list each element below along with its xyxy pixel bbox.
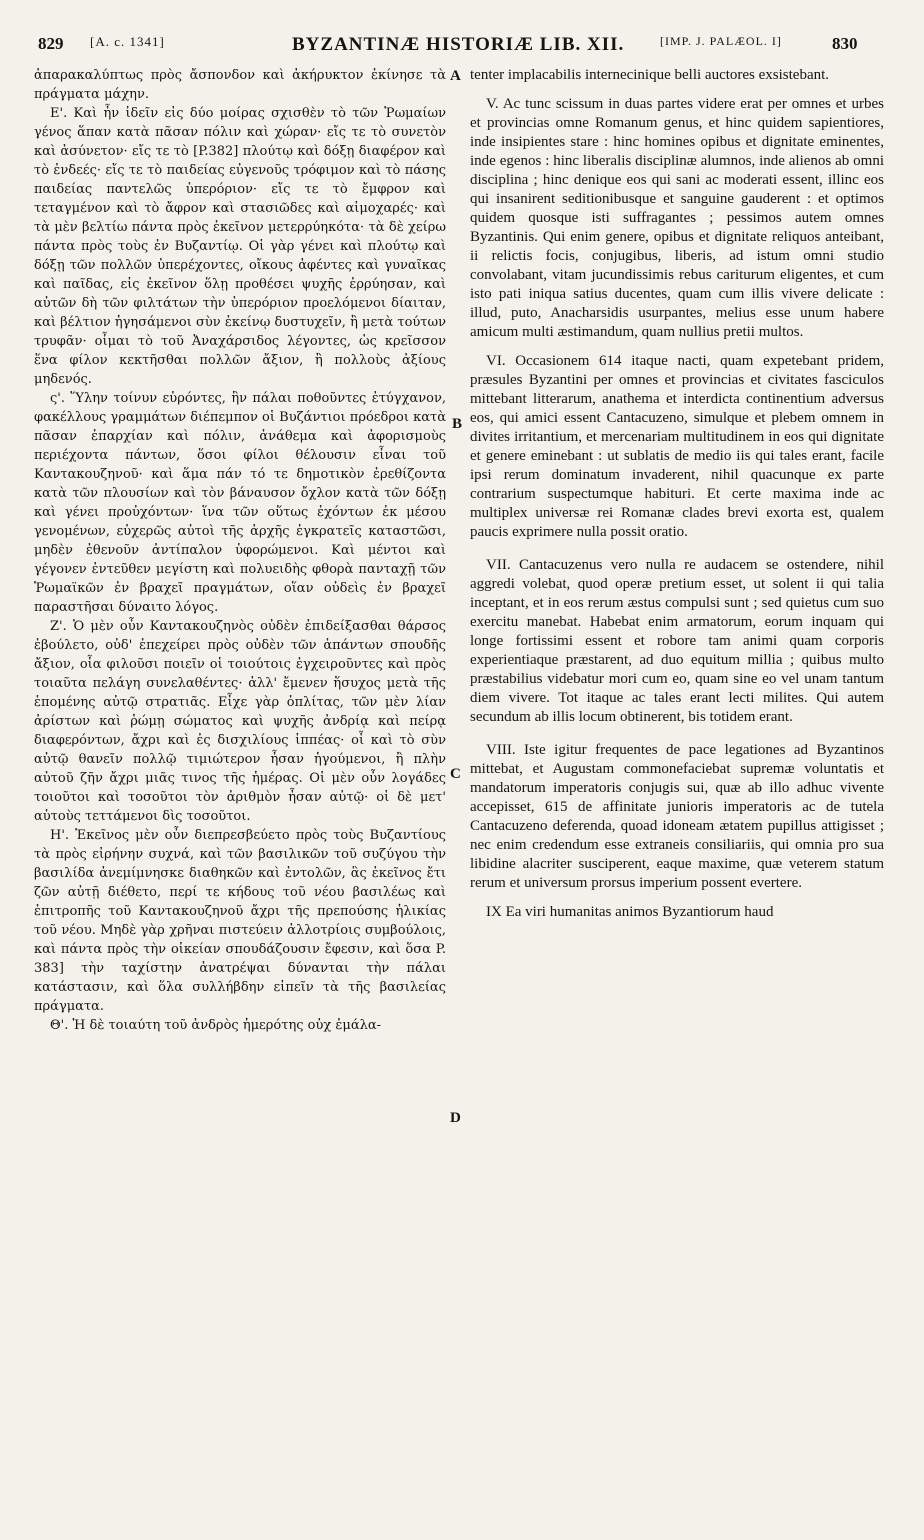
margin-marker-c: C <box>450 766 461 782</box>
latin-paragraph: VIII. Iste igitur frequentes de pace legationes ad Byzantinos mittebat, et Augustam commonefaciebat supremæ voluntatis et mandatorum imperatoris conjugis sui, quæ ab illo adhuc vivente accepisset, 615 de affinitate junioris imperatoris ac de tutela Cantacuzeno deferenda, quoad idoneam ætatem pupillus attigisset ; nec enim credendum esse extraneis consiliariis, qui omnia pro sua libidine alacriter susciperent, eaque maxime, quæ veterem statum rerum et universum prorsus imperium possent evertere. <box>470 742 884 891</box>
emperor-tag: [IMP. J. PALÆOL. I] <box>660 34 782 48</box>
latin-paragraph: VI. Occasionem 614 itaque nacti, quam expetebant pridem, præsules Byzantini per omnes et provincias et civitates fasciculos mittebant litterarum, anathema et interdicta continentium adversus eos, qui amici essent Cantacuzeno, simulque et plebem omnem in divites irritantium, et mercenariam multitudinem in eos qui dignitate et genere eminebant : ut sublatis de medio iis qui tales erant, facile ipsi rerum dominatum invaderent, nihil quacunque ex parte contrarium suspectumque habituri. Et certe maxima inde ac multiplex universæ rei Romanæ clades brevi exorta est, qualem paucis exprimere nulla possit oratio. <box>470 353 884 540</box>
margin-marker-a: A <box>450 68 461 84</box>
latin-paragraph: IX Ea viri humanitas animos Byzantiorum haud <box>486 904 774 920</box>
running-title: BYZANTINÆ HISTORIÆ LIB. XII. <box>292 34 625 55</box>
margin-marker-d: D <box>450 1110 461 1126</box>
latin-paragraph: VII. Cantacuzenus vero nulla re audacem se ostendere, nihil aggredi volebat, quod operæ pretium esset, ut solent ii qui talia inceptant, et in eos rerum æstus compulsi sunt ; sed quietus cum suo exercitu manebat. Habebat enim armatorum, eorum inquam qui longe fortissimi essent et robore tam animi quam corporis experientiaque præstarent, ad duo equitum millia ; quibus multo præstabilius videbatur mori cum eo, quam sine eo vel unam tantum diem vivere. Tot itaque ac tales erant lecti milites. Qui autem secundum ab illis locum obtinerent, bis totidem erant. <box>470 557 884 725</box>
page-number-left: 829 <box>38 34 64 53</box>
margin-marker-b: B <box>452 416 463 432</box>
greek-column <box>34 66 446 1540</box>
date-tag: [A. c. 1341] <box>90 34 165 49</box>
greek-paragraph: Θ'. Ἡ δὲ τοιαύτη τοῦ ἀνδρὸς ἡμερότης οὐχ ἐμάλα- <box>50 1018 382 1033</box>
greek-paragraph: Ζ'. Ὁ μὲν οὖν Καντακουζηνὸς οὐδὲν ἐπιδείξασθαι θάρσος ἐβούλετο, οὐδ' ἐπεχείρει πρὸς οὐδὲν τῶν ἁπάντων σπουδῆς ἄξιον, οἷα φιλοῦσι ποιεῖν οἱ τοιούτοις ἐγχειροῦντες καὶ πρὸς τοιαῦτα πελάγη συνελαθέντες· ἀλλ' ἔμενεν ἥσυχος μετὰ τῆς ἑπομένης αὐτῷ στρατιᾶς. Εἶχε γὰρ ὁπλίτας, τῶν μὲν λίαν ἀρίστων καὶ ῥώμῃ σώματος καὶ ψυχῆς ἀνδρίᾳ καὶ πείρᾳ διαφερόντων, ἄχρι καὶ ἐς δισχιλίους ἱππέας· οἷ καὶ τὸ σὺν αὐτῷ θανεῖν πολλῷ τιμιώτερον ἦσαν ἡγούμενοι, ἢ πλὴν αὐτοῦ ζῆν ἄχρι μιᾶς τινος τῆς ἡμέρας. Οἱ μὲν οὖν λογάδες τοιοῦτοι καὶ τοσοῦτοι τὸν ἀριθμὸν ἦσαν αὐτῷ· οἱ δὲ μετ' αὐτοὺς τεττάμενοι δὶς τοσοῦτοι. <box>34 619 446 824</box>
greek-paragraph: Ε'. Καὶ ἦν ἰδεῖν εἰς δύο μοίρας σχισθὲν τὸ τῶν Ῥωμαίων γένος ἅπαν κατὰ πᾶσαν πόλιν καὶ χώραν· εἴς τε τὸ συνετὸν καὶ ἀσύνετον· εἴς τε τὸ [P.382] πλούτῳ καὶ δόξῃ διαφέρον καὶ τὸ ἐνδεές· εἴς τε τὸ παιδείας εὐγενοῦς τρόφιμον καὶ τὸ πάσης παιδείας παντελῶς ὑπερόριον· εἴς τε τὸ ἔμφρον καὶ τεταγμένον καὶ τὸ ἄφρον καὶ στασιῶδες καὶ αἱμοχαρές· καὶ τὰ μὲν βελτίω πάντα πρὸς ἐκεῖνον μετερρύηκότα· τὰ δὲ χείρω πάντα πρὸς τοὺς ἐν Βυζαντίῳ. Οἱ γὰρ γένει καὶ πλούτῳ καὶ δόξῃ τῶν πολλῶν ὑπερέχοντες, οἴκους ἀφέντες καὶ γυναῖκας καὶ παῖδας, εἰς ἐκεῖνον ὅλῃ προθέσει ψυχῆς ἐρρύησαν, καὶ αὐτῶν δὴ τῶν φιλτάτων τὴν ὑπερόριον προελόμενοι δίαιταν, καὶ βέλτιον ἡγησάμενοι σὺν ἐκείνῳ δυστυχεῖν, ἢ μετὰ τούτων τρυφᾶν· οἶμαι τὸ τοῦ Ἀναχάρσιδος λέγοντες, ὡς κρεῖσσον ἕνα φίλον κεκτῆσθαι πολλῶν ἄξιον, ἢ πολλοὺς ἀξίους μηδενός. <box>34 106 446 387</box>
latin-paragraph: V. Ac tunc scissum in duas partes videre erat per omnes et urbes et provincias omne Romanum genus, et hinc quidem sapientiores, inde insipientes stare : hinc homines opibus et dignitate eminentes, inde egenos : hinc liberalis disciplinæ alumnos, inde alienos ab omni disciplina ; hinc denique eos qui sani ac moderati essent, illinc eos qui insanirent seditionibusque et sanguine gauderent : et optimos quidem quosque isti suffragantes ; pessimos autem omnes Byzantinis. Qui enim genere, opibus et dignitate reliquos anteibant, ii relictis focis, conjugibus, liberis, ad istum omni studio convolabant, vitam jucundissimis rebus cariturum eligentes, et cum isto pati iniqua satius ducentes, quam cum illis vivere delicate : illud, puto, Anacharsidis usurpantes, melius esse unum habere amicum multi æstimandum, quam nullius pretii multos. <box>470 96 884 340</box>
running-header <box>0 26 924 60</box>
greek-paragraph: ἀπαρακαλύπτως πρὸς ἄσπονδον καὶ ἀκήρυκτον ἐκίνησε τὰ πράγματα μάχην. <box>34 68 446 102</box>
latin-column <box>470 66 884 1540</box>
greek-paragraph: ς'. Ὕλην τοίνυν εὑρόντες, ἣν πάλαι ποθοῦντες ἐτύγχανον, φακέλλους γραμμάτων διέπεμπον οἱ Βυζάντιοι πρόεδροι κατὰ πᾶσαν ἐπαρχίαν καὶ πόλιν, ἀνάθεμα καὶ ἀφορισμοὺς περιέχοντα πάντων, ὅσοι φίλοι θέλουσιν εἶναι τοῦ Καντακουζηνοῦ· καὶ ἅμα πάν τό τε δημοτικὸν ἐρεθίζοντα κατὰ τῶν πλουσίων καὶ τὸν βάναυσον ὄχλον κατὰ τῶν δόξῃ καὶ γένει προὐχόντων· ἵνα τῶν οὕτως ἐχόντων ἐκ μέσου γενομένων, εὐχερῶς αὐτοὶ τῆς ἀρχῆς ἐγκρατεῖς καταστῶσι, μηδὲν ἐθενοῦν ἀντίπαλον ὑφορώμενοι. Καὶ μέντοι καὶ γέγονεν ἐντεῦθεν μεγίστη καὶ πολυειδὴς φθορὰ πανταχῇ τῶν Ῥωμαϊκῶν ἐν βραχεῖ πραγμάτων, οἵαν οὐδεὶς ἐν βραχεῖ παραστῆσαι δύναιτο λόγος. <box>34 391 446 615</box>
greek-paragraph: Η'. Ἐκεῖνος μὲν οὖν διεπρεσβεύετο πρὸς τοὺς Βυζαντίους τὰ πρὸς εἰρήνην συχνά, καὶ τῶν βασιλικῶν τοῦ συζύγου τὴν βασιλίδα ἀνεμίμνησκε διαθηκῶν καὶ ἐντολῶν, ἃς ἐκεῖνος ἔτι ζῶν αὐτῇ διέθετο, περί τε κήδους τοῦ νέου βασιλέως καὶ ἐπιτροπῆς τοῦ Καντακουζηνοῦ ἄχρι τῆς πρεπούσης ἡλικίας τοῦ νέου. Μηδὲ γὰρ χρῆναι πιστεύειν ἀλλοτρίοις συμβούλοις, καὶ πάντα πρὸς τὴν οἰκείαν σπουδάζουσιν ἔφεσιν, καὶ ὅσα P. 383] τὴν ταχίστην ἀνατρέψαι δύνανται τὴν πάλαι κατάστασιν, καὶ ὅλα συλλήβδην εἰπεῖν τὰ τῆς βασιλείας πράγματα. <box>34 828 446 1014</box>
page-number-right: 830 <box>832 34 858 53</box>
latin-paragraph: tenter implacabilis internecinique belli auctores exsistebant. <box>470 67 830 83</box>
